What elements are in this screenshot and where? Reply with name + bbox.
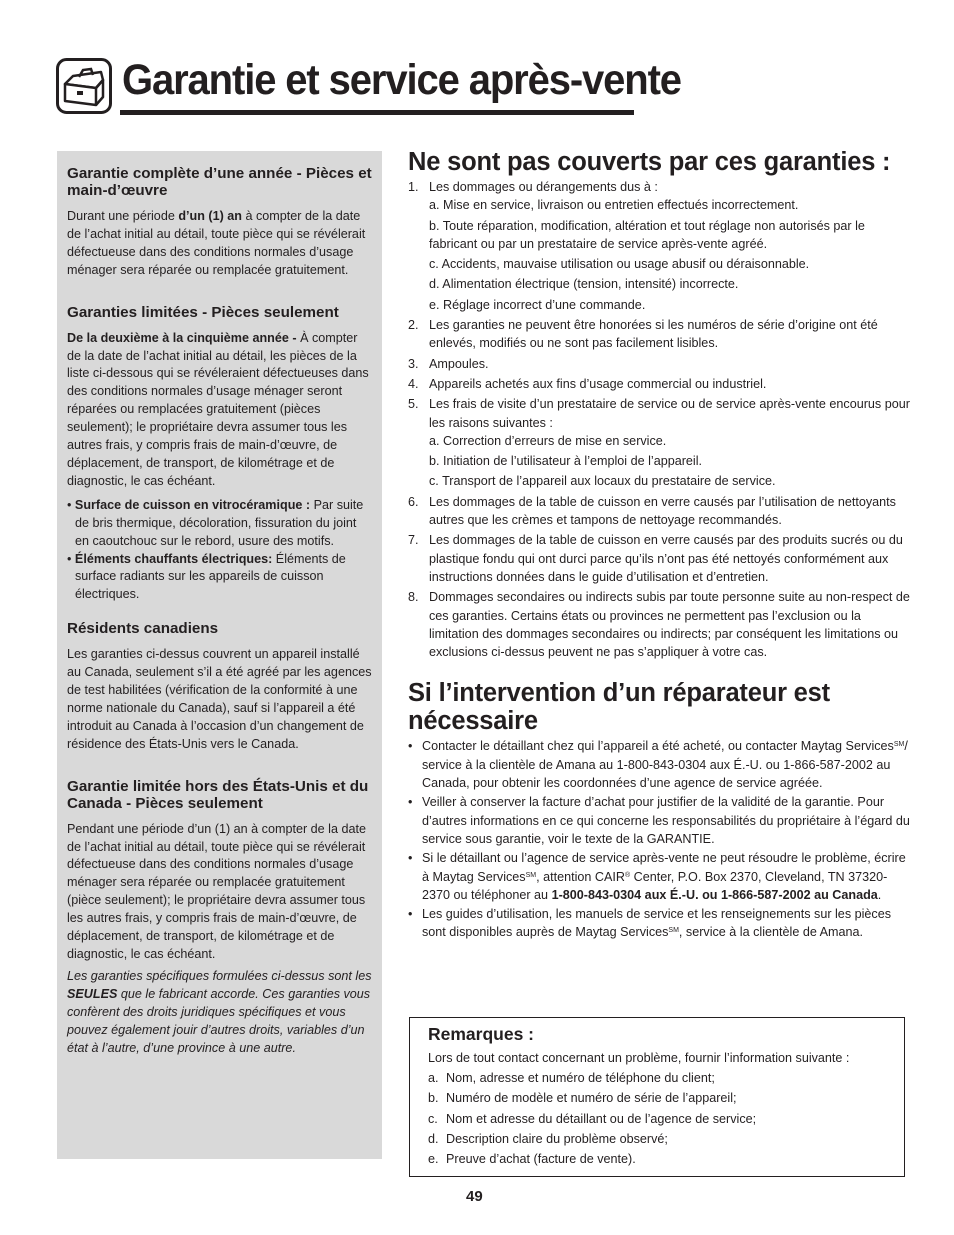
list-item: 7. Les dommages de la table de cuisson en verre causés par des produits sucrés ou du plastique fondu qui ont durci parce qu’ils n’ont pas été nettoyés conformément aux instructions données dans le guide d’utilisation et d’entretien. bbox=[408, 533, 903, 584]
list-item: a. Nom, adresse et numéro de téléphone du client; bbox=[428, 1071, 715, 1086]
limited-warranty-heading: Garanties limitées - Pièces seulement bbox=[67, 303, 339, 321]
list-item: 8. Dommages secondaires ou indirects subis par toute personne suite au non-respect de ces garanties. Certains états ou provinces ne permettent pas l’exclusion ou la limitation des dommages secondaires ou indirects; par conséquent les limitations ou exclusions ci-dessus peuvent ne pas s’appliquer à votre cas. bbox=[408, 590, 910, 660]
outside-warranty-text: Pendant une période d’un (1) an à compter de la date de l’achat initial au détail, toute pièce qui se révélerait défectueuse dans des conditions normales d’usage ménager sera réparée ou remplacée gratuitement (pièce seulement); le propriétaire devra assumer tous les autres frais, y compris frais de main-d’œuvre, de déplacement, de transport, de kilométrage et de diagnostic, le cas échéant. bbox=[67, 821, 366, 961]
list-item: 5. Les frais de visite d’un prestataire de service ou de service après-vente encourus pour les raisons suivantes : bbox=[408, 397, 910, 430]
sub-item: a. Mise en service, livraison ou entretien effectués incorrectement. bbox=[429, 198, 799, 213]
outside-warranty-heading: Garantie limitée hors des États-Unis et du Canada - Pièces seulement bbox=[67, 777, 369, 812]
canadian-residents-text: Les garanties ci-dessus couvrent un appareil installé au Canada, seulement s’il a été agréé par les agences de test habilitées (vérification de la conformité à une norme nationale du Canada), sauf si l’appareil a été introduit au Canada à l’occasion d’un changement de résidence des États-Unis vers le Canada. bbox=[67, 647, 372, 751]
repair-list bbox=[408, 737, 913, 941]
sub-item: c. Transport de l’appareil aux locaux du prestataire de service. bbox=[429, 474, 776, 489]
sub-item: c. Accidents, mauvaise utilisation ou usage abusif ou déraisonnable. bbox=[429, 257, 810, 272]
list-item: b. Numéro de modèle et numéro de série de l’appareil; bbox=[428, 1091, 737, 1106]
list-item: 1. Les dommages ou dérangements dus à : bbox=[408, 180, 658, 194]
page-title: Garantie et service après-vente bbox=[122, 56, 681, 104]
list-item: • Les guides d’utilisation, les manuels de service et les renseignements sur les pièces sont disponibles auprès de Maytag Services℠, service à la clientèle de Amana. bbox=[408, 907, 892, 940]
list-item: c. Nom et adresse du détaillant ou de l’agence de service; bbox=[428, 1111, 757, 1126]
list-item: d. Description claire du problème observé; bbox=[428, 1131, 668, 1146]
full-warranty-heading: Garantie complète d’une année - Pièces et main-d’œuvre bbox=[67, 165, 372, 199]
list-item: • Contacter le détaillant chez qui l’appareil a été acheté, ou contacter Maytag Services℠/ service à la clientèle de Amana au 1-800-843-0304 aux É.-U. ou 1-866-587-2002 au Canada, pour obtenir les coordonnées d’une agence de service agréée. bbox=[408, 739, 908, 791]
legal-rights-note: Les garanties spécifiques formulées ci-dessus sont les SEULES que le fabricant accorde. Ces garanties vous confèrent des droits juridiques spécifiques et vous pouvez également jouir d’autres droits, variables d’un état à l’autre, d’une province à une autre. bbox=[67, 968, 372, 1055]
full-warranty-text: Durant une période d’un (1) an à compter de la date de l’achat initial au détail, toute pièce qui se révélerait défectueuse dans des conditions normales d’usage ménager sera réparée ou remplacée gratuitement. bbox=[67, 209, 366, 277]
title-underline bbox=[120, 110, 634, 115]
list-item: 6. Les dommages de la table de cuisson en verre causés par l’utilisation de nettoyants autres que les crèmes et tampons de nettoyage recommandés. bbox=[408, 494, 896, 528]
list-item: 2. Les garanties ne peuvent être honorées si les numéros de série d’origine ont été enlevés, modifiés ou ne sont pas facilement lisibles. bbox=[408, 318, 878, 351]
warranty-sidebar bbox=[57, 151, 382, 1159]
main-content bbox=[408, 148, 913, 943]
limited-warranty-text: De la deuxième à la cinquième année - À compter de la date de l’achat initial au détail, les pièces de la liste ci-dessous qui se révéleraient défectueuses dans des conditions normales d’usage ménager seront réparées ou remplacées gratuitement (pièces seulement); le propriétaire devra assumer tous les autres frais, y compris frais de main-d’œuvre, de déplacement, de transport, de kilométrage et de diagnostic, le cas échéant. bbox=[67, 330, 369, 488]
page-header bbox=[56, 48, 681, 118]
page-number: 49 bbox=[466, 1188, 483, 1205]
remarks-list bbox=[428, 1068, 886, 1169]
bullet-heating-elements: • Éléments chauffants électriques: Éléments de surface radiants sur les appareils de cuisson électriques. bbox=[67, 551, 346, 602]
sub-item: e. Réglage incorrect d’une commande. bbox=[429, 297, 646, 312]
list-item: 4. Appareils achetés aux fins d’usage commercial ou industriel. bbox=[408, 376, 767, 391]
remarks-box bbox=[409, 1017, 905, 1177]
sub-item: d. Alimentation électrique (tension, intensité) incorrecte. bbox=[429, 277, 739, 292]
sub-item: b. Initiation de l’utilisateur à l’emploi de l’appareil. bbox=[429, 454, 703, 469]
not-covered-heading: Ne sont pas couverts par ces garanties : bbox=[408, 148, 891, 176]
sub-item: b. Toute réparation, modification, altération et tout réglage non autorisés par le fabricant ou par un prestataire de service après-vente agréé. bbox=[429, 218, 865, 251]
canadian-residents-heading: Résidents canadiens bbox=[67, 620, 219, 638]
not-covered-list bbox=[408, 178, 913, 661]
remarks-intro: Lors de tout contact concernant un problème, fournir l’information suivante : bbox=[428, 1051, 850, 1065]
list-item: • Si le détaillant ou l’agence de service après-vente ne peut résoudre le problème, écrire à Maytag Services℠, attention CAIR® Center, P.O. Box 2370, Cleveland, TN 37320-2370 ou téléphoner au 1-800-843-0304 aux É.-U. ou 1-866-587-2002 au Canada. bbox=[408, 851, 906, 902]
remarks-heading: Remarques : bbox=[428, 1024, 535, 1044]
bullet-ceramic-cooktop: • Surface de cuisson en vitrocéramique : Par suite de bris thermique, décoloration, fissuration du joint en caoutchouc sur le rebord, usure des motifs. bbox=[67, 497, 364, 548]
list-item: e. Preuve d’achat (facture de vente). bbox=[428, 1152, 636, 1167]
repair-heading: Si l’intervention d’un réparateur est nécessaire bbox=[408, 679, 830, 736]
sub-item: a. Correction d’erreurs de mise en service. bbox=[429, 433, 667, 448]
list-item: 3. Ampoules. bbox=[408, 356, 489, 371]
toolbox-icon bbox=[56, 58, 112, 114]
list-item: • Veiller à conserver la facture d’achat pour justifier de la validité de la garantie. Pour d’autres informations en ce qui concerne les responsabilités du propriétaire à l’égard du service sous garantie, voir le texte de la GARANTIE. bbox=[408, 795, 910, 846]
